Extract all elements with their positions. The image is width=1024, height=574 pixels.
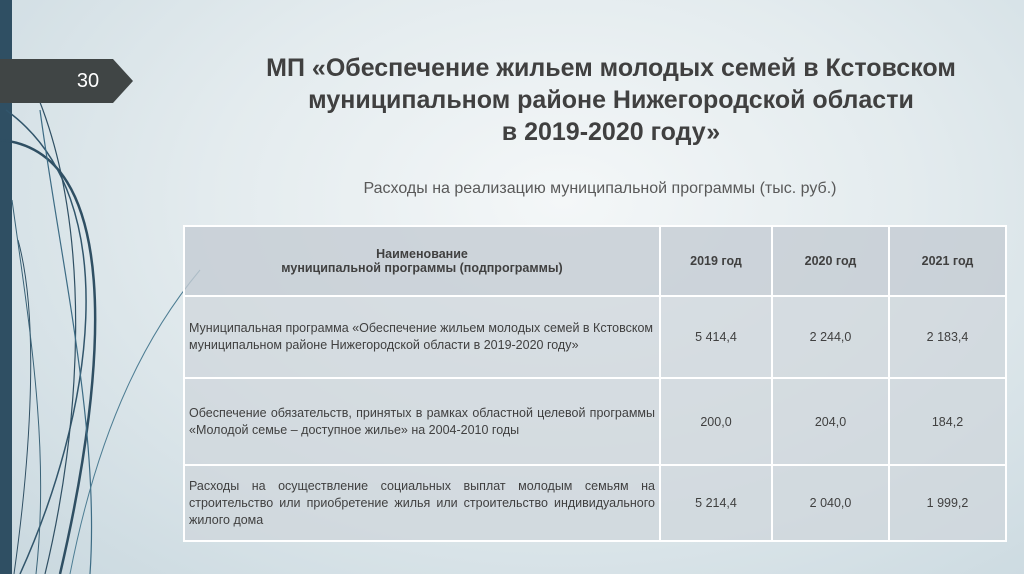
deco-curve-6 <box>70 270 200 574</box>
value-2020-cell: 2 244,0 <box>772 296 889 378</box>
header-2019: 2019 год <box>660 226 772 296</box>
value-2020-cell: 204,0 <box>772 378 889 465</box>
table-header-row <box>184 226 1006 296</box>
slide-title <box>190 52 1024 148</box>
slide-number: 30 <box>76 70 100 92</box>
header-2020: 2020 год <box>772 226 889 296</box>
deco-curve-7 <box>12 200 41 574</box>
value-2020-cell: 2 040,0 <box>772 465 889 541</box>
header-2021: 2021 год <box>889 226 1006 296</box>
value-2019-cell: 200,0 <box>660 378 772 465</box>
expenses-table <box>183 225 1007 542</box>
program-name-cell: Муниципальная программа «Обеспечение жильем молодых семей в Кстовском муниципальном районе Нижегородской области в 2019-2020 году» <box>184 296 660 378</box>
program-name-cell: Обеспечение обязательств, принятых в рамках областной целевой программы «Молодой семье – доступное жилье» на 2004-2010 годы <box>184 378 660 465</box>
deco-curve-1 <box>0 140 95 574</box>
table-row <box>184 465 1006 541</box>
table-row <box>184 378 1006 465</box>
value-2021-cell: 184,2 <box>889 378 1006 465</box>
slide-title-line-1: МП «Обеспечение жильем молодых семей в Кстовском <box>266 54 956 82</box>
value-2019-cell: 5 214,4 <box>660 465 772 541</box>
header-program-name-line-2: муниципальной программы (подпрограммы) <box>281 261 563 275</box>
table-caption: Расходы на реализацию муниципальной программы (тыс. руб.) <box>363 180 837 197</box>
value-2021-cell: 2 183,4 <box>889 296 1006 378</box>
deco-curve-3 <box>35 90 76 574</box>
slide-title-line-2: муниципальном районе Нижегородской области <box>308 86 914 114</box>
header-program-name <box>184 226 660 296</box>
value-2021-cell: 1 999,2 <box>889 465 1006 541</box>
value-2019-cell: 5 414,4 <box>660 296 772 378</box>
program-name-cell: Расходы на осуществление социальных выплат молодым семьям на строительство или приобретение жилья или строительство индивидуального жилого дома <box>184 465 660 541</box>
header-program-name-line-1: Наименование <box>376 247 468 261</box>
slide-title-line-3: в 2019-2020 году» <box>501 118 721 146</box>
table-row <box>184 296 1006 378</box>
deco-curve-5 <box>14 240 31 574</box>
